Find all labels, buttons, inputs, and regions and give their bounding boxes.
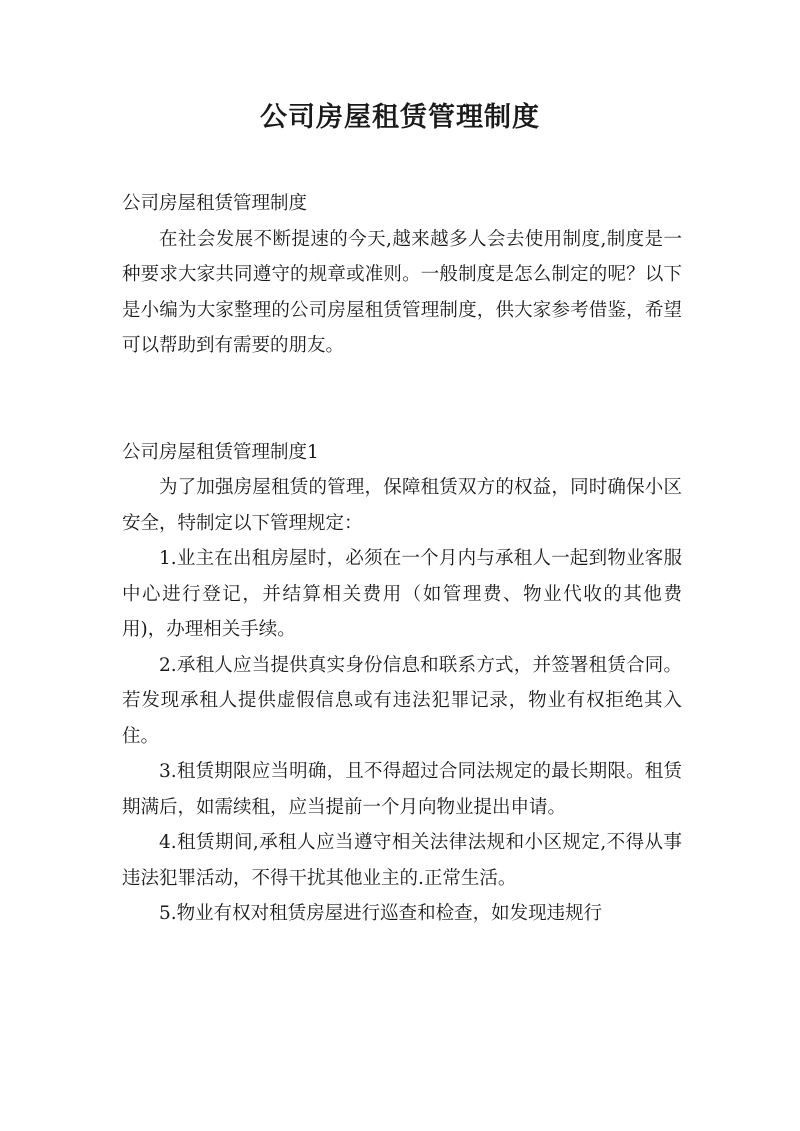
section1-heading: 公司房屋租赁管理制度1 (122, 441, 319, 463)
document-title: 公司房屋租赁管理制度 (260, 102, 540, 133)
section1-intro: 为了加强房屋租赁的管理，保障租赁双方的权益，同时确保小区安全，特制定以下管理规定： (122, 477, 682, 534)
list-item: 1.业主在出租房屋时，必须在一个月内与承租人一起到物业客服中心进行登记，并结算相关费用（如管理费、物业代收的其他费用)，办理相关手续。 (122, 548, 682, 640)
list-item: 4.租赁期间,承租人应当遵守相关法律法规和小区规定,不得从事违法犯罪活动，不得干扰其他业主的.正常生活。 (122, 832, 682, 889)
document-body (122, 186, 682, 932)
list-item: 5.物业有权对租赁房屋进行巡查和检查，如发现违规行 (159, 903, 603, 924)
intro-paragraph: 在社会发展不断提速的今天,越来越多人会去使用制度,制度是一种要求大家共同遵守的规章或准则。一般制度是怎么制定的呢？以下是小编为大家整理的公司房屋租赁管理制度，供大家参考借鉴，希望可以帮助到有需要的朋友。 (122, 228, 682, 356)
section-spacer (122, 364, 682, 435)
list-item: 2.承租人应当提供真实身份信息和联系方式，并签署租赁合同。若发现承租人提供虚假信息或有违法犯罪记录，物业有权拒绝其入住。 (122, 654, 682, 747)
list-item: 3.租赁期限应当明确，且不得超过合同法规定的最长期限。租赁期满后，如需续租，应当提前一个月向物业提出申请。 (122, 761, 682, 818)
intro-heading: 公司房屋租赁管理制度 (122, 193, 308, 214)
